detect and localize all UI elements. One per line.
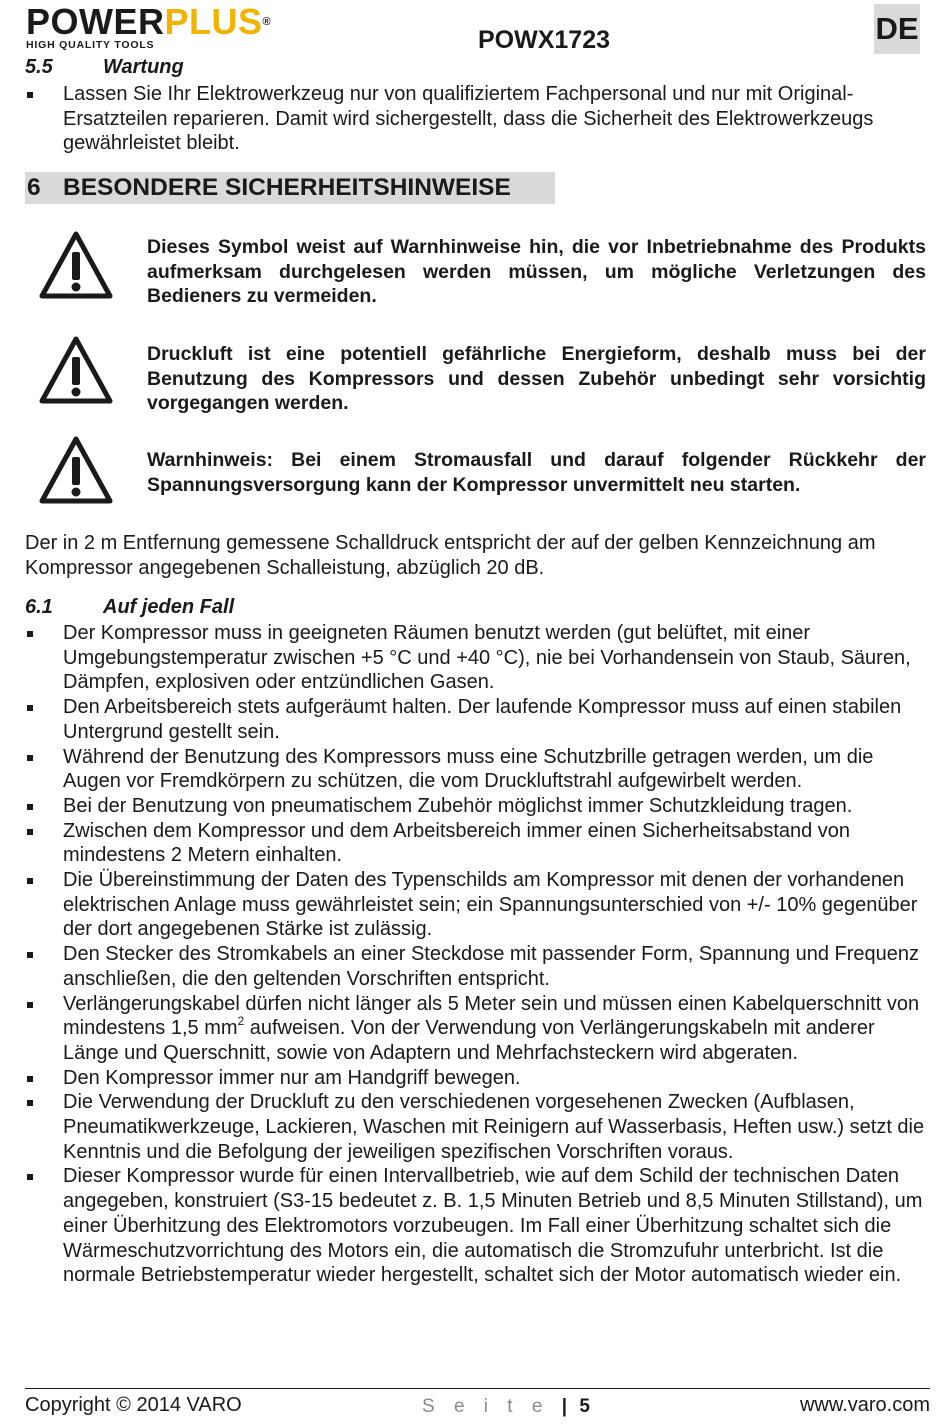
page-separator: | (561, 1396, 568, 1417)
list-item (25, 1090, 930, 1164)
list-item-text: Die Verwendung der Druckluft zu den verschiedenen vorgesehenen Zwecken (Aufblasen, Pneumatikwerkzeuge, Lackieren, Waschen mit Reinigern auf Wasserbasis, Heften usw.) setzt die Kenntnis und die Befolgung der jeweiligen spezifischen Vorschriften voraus. (63, 1091, 925, 1163)
section-5-5-heading (25, 56, 184, 79)
footer-divider (25, 1388, 930, 1389)
logo-text-plus: PLUS (164, 1, 263, 42)
warning-triangle-icon (38, 335, 114, 405)
bullet-square-icon (27, 705, 33, 711)
list-item-text: Während der Benutzung des Kompressors muss eine Schutzbrille getragen werden, um die Augen vor Fremdkörpern zu schützen, die vom Druckluftstrahl aufgewirbelt werden. (63, 745, 874, 793)
bullet-square-icon (27, 92, 33, 98)
list-item-text: Die Übereinstimmung der Daten des Typenschilds am Kompressor mit denen der vorhandenen elektrischen Anlage muss gewährleistet sein; ein Spannungsunterschied von +/- 10% gegenüber der dort angegebenen Stärke ist zulässig. (63, 869, 918, 941)
section-title: BESONDERE SICHERHEITSHINWEISE (63, 174, 511, 201)
language-badge: DE (874, 4, 920, 54)
list-item (25, 794, 930, 819)
list-item-text: Lassen Sie Ihr Elektrowerkzeug nur von qualifiziertem Fachpersonal und nur mit Original-Ersatzteilen reparieren. Damit wird sichergestellt, dass die Sicherheit des Elektrowerkzeugs gewährleistet bleibt. (63, 83, 874, 155)
list-item (25, 621, 930, 695)
list-item (25, 82, 930, 156)
page-label: S e i t e (422, 1396, 550, 1417)
list-item-text: aufweisen. Von der Verwendung von Verlängerungskabeln mit anderer Länge und Querschnitt, sowie von Adaptern und Mehrfachsteckern wird abgeraten. (63, 1017, 875, 1064)
bullet-square-icon (27, 1174, 33, 1180)
bullet-square-icon (27, 878, 33, 884)
bullet-square-icon (27, 804, 33, 810)
list-item (25, 1066, 930, 1091)
section-title: Wartung (103, 56, 184, 78)
logo-registered-mark: ® (262, 16, 272, 28)
list-item (25, 868, 930, 942)
model-number: POWX1723 (478, 26, 611, 54)
section-5-5-bullet-list (25, 82, 930, 156)
footer-website: www.varo.com (799, 1394, 930, 1416)
page-number: 5 (579, 1396, 590, 1417)
list-item (25, 1164, 930, 1288)
list-item (25, 695, 930, 744)
logo-tagline: HIGH QUALITY TOOLS (26, 39, 155, 51)
bullet-square-icon (27, 1076, 33, 1082)
warning-text: Druckluft ist eine potentiell gefährliche Energieform, deshalb muss bei der Benutzung des Kompressors und dessen Zubehör unbedingt sehr vorsichtig vorgegangen werden. (147, 343, 926, 415)
list-item-text: Dieser Kompressor wurde für einen Intervallbetrieb, wie auf dem Schild der technischen Daten angegeben, konstruiert (S3-15 bedeutet z. B. 1,5 Minuten Betrieb und 8,5 Minuten Stillstand), um einer Überhitzung des Elektromotors vorzubeugen. Im Fall einer Überhitzung schaltet sich die Wärmeschutzvorrichtung des Motors ein, die automatisch die Stromzufuhr unterbricht. Ist die normale Betriebstemperatur wieder hergestellt, schaltet sich der Motor automatisch wieder ein. (63, 1165, 923, 1287)
list-item (25, 745, 930, 794)
warning-text: Warnhinweis: Bei einem Stromausfall und darauf folgender Rückkehr der Spannungsversorgung kann der Kompressor unvermittelt neu starten. (147, 449, 926, 496)
section-6-1-heading (25, 596, 234, 619)
list-item (25, 992, 930, 1066)
bullet-square-icon (27, 952, 33, 958)
sound-pressure-paragraph: Der in 2 m Entfernung gemessene Schalldruck entspricht der auf der gelben Kennzeichnung am Kompressor angegebenen Schalleistung, abzüglich 20 dB. (25, 532, 876, 579)
list-item-text: Den Kompressor immer nur am Handgriff bewegen. (63, 1066, 521, 1089)
list-item-text: Den Stecker des Stromkabels an einer Steckdose mit passender Form, Spannung und Frequenz anschließen, die den geltenden Vorschriften entspricht. (63, 943, 920, 990)
list-item (25, 819, 930, 868)
list-item-text: Zwischen dem Kompressor und dem Arbeitsbereich immer einen Sicherheitsabstand von mindestens 2 Metern einhalten. (63, 819, 851, 867)
bullet-square-icon (27, 1100, 33, 1106)
brand-logo (26, 1, 286, 51)
list-item-text: Verlängerungskabel dürfen nicht länger als 5 Meter sein und müssen einen Kabelquerschnitt von mindestens 1,5 mm (63, 992, 920, 1040)
section-6-1-bullet-list (25, 621, 930, 1288)
bullet-square-icon (27, 829, 33, 835)
footer-page-indicator (422, 1396, 590, 1418)
list-item-text: Den Arbeitsbereich stets aufgeräumt halten. Der laufende Kompressor muss auf einen stabilen Untergrund gestellt sein. (63, 696, 902, 743)
superscript: 2 (237, 1013, 245, 1028)
footer-copyright: Copyright © 2014 VARO (25, 1394, 242, 1416)
section-number: 6 (27, 174, 41, 201)
list-item-text: Bei der Benutzung von pneumatischem Zubehör möglichst immer Schutzkleidung tragen. (63, 794, 853, 817)
warning-text: Dieses Symbol weist auf Warnhinweise hin, die vor Inbetriebnahme des Produkts aufmerksam durchgelesen werden müssen, um mögliche Verletzungen des Bedieners zu vermeiden. (147, 236, 926, 308)
section-6-heading (25, 172, 555, 204)
warning-triangle-icon (38, 435, 114, 505)
list-item (25, 942, 930, 991)
bullet-square-icon (27, 631, 33, 637)
bullet-square-icon (27, 1002, 33, 1008)
section-title: Auf jeden Fall (103, 596, 235, 618)
bullet-square-icon (27, 755, 33, 761)
warning-triangle-icon (38, 230, 114, 300)
section-number: 6.1 (25, 596, 53, 618)
list-item-text: Der Kompressor muss in geeigneten Räumen benutzt werden (gut belüftet, mit einer Umgebungstemperatur zwischen +5 °C und +40 °C), nie bei Vorhandensein von Staub, Säuren, Dämpfen, explosiven oder entzündlichen Gasen. (63, 622, 911, 694)
section-number: 5.5 (25, 56, 53, 78)
logo-text-power: POWER (26, 1, 165, 42)
